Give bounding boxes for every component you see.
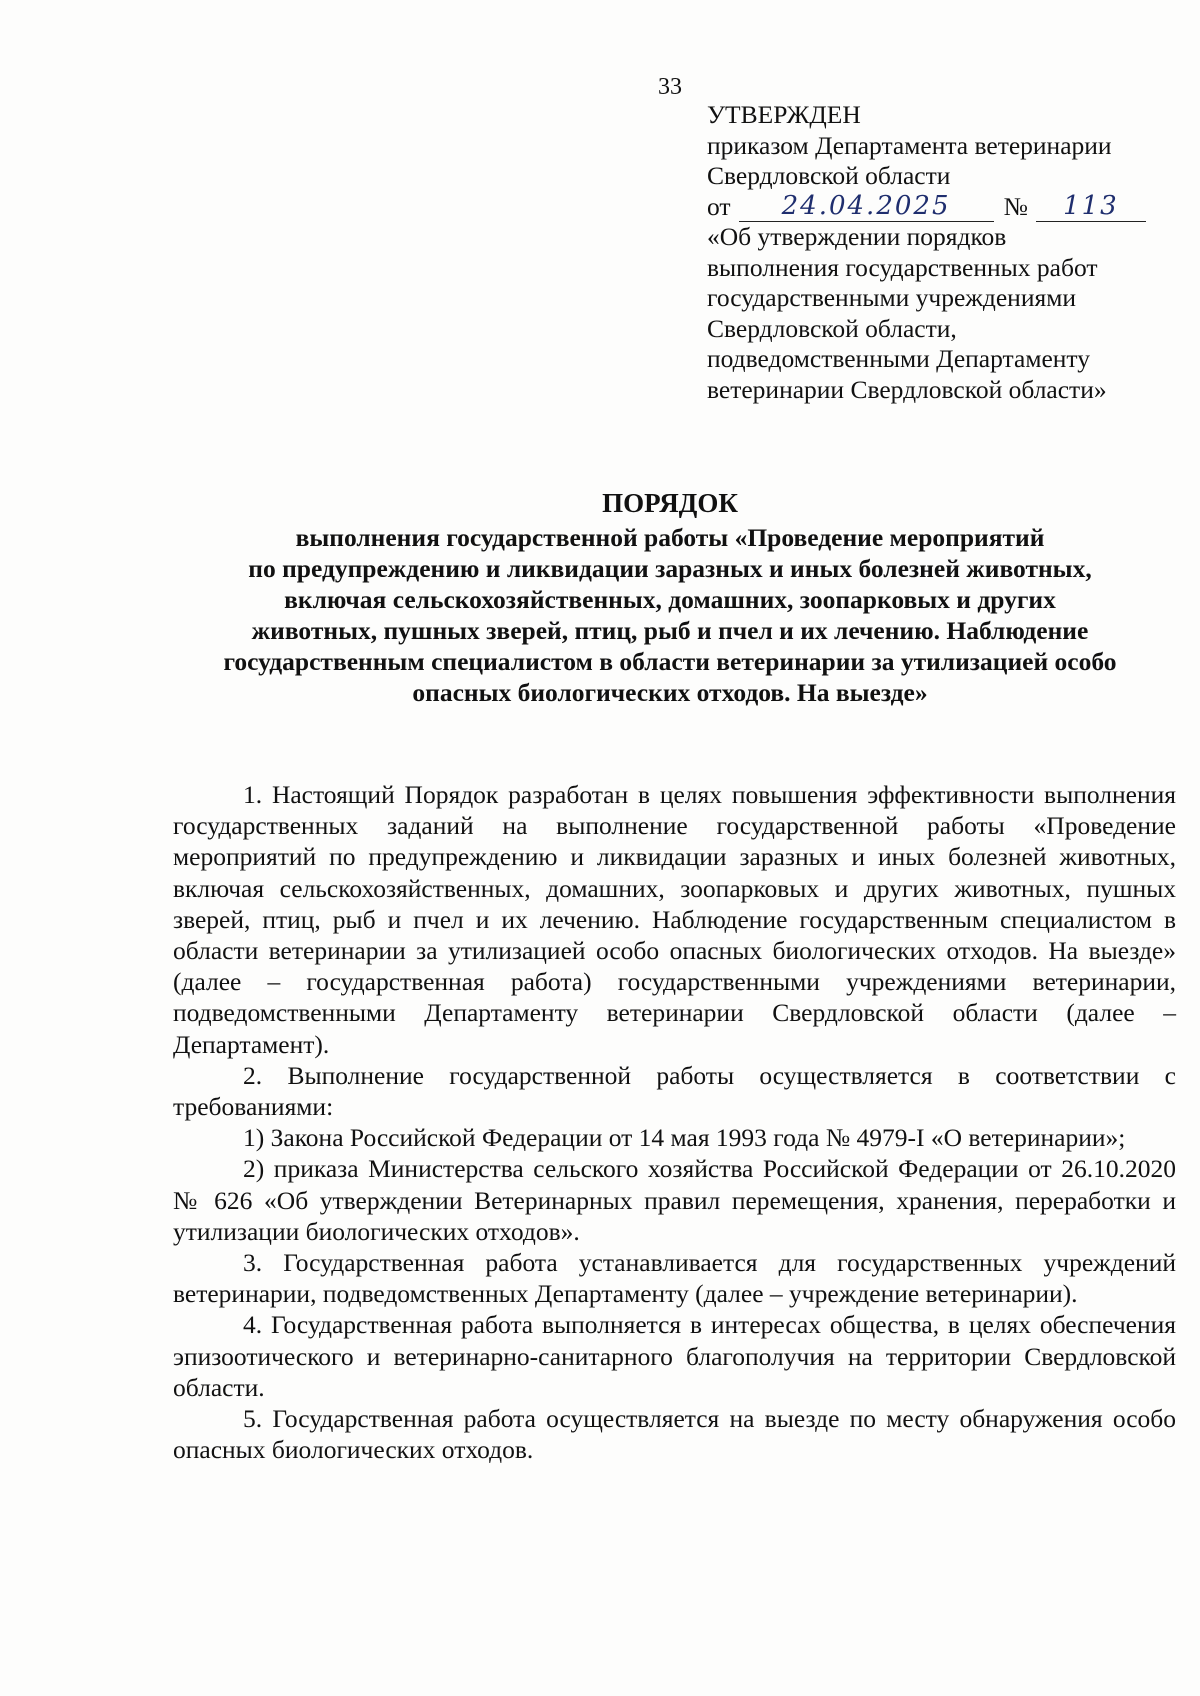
paragraph-1: 1. Настоящий Порядок разработан в целях повышения эффективности выполнения государственных заданий на выполнение государственной работы «Проведение мероприятий по предупреждению и ликвидации заразных и иных болезней животных, включая сельскохозяйственных, домашних, зоопарковых и других животных, пушных зверей, птиц, рыб и пчел и их лечению. Наблюдение государственным специалистом в области ветеринарии за утилизацией особо опасных биологических отходов. На выезде» (далее – государственная работа) государственными учреждениями ветеринарии, подведомственными Департаменту ветеринарии Свердловской области (далее – Департамент). — [173, 780, 1176, 1059]
number-sign: № — [1003, 191, 1028, 221]
title-line: животных, пушных зверей, птиц, рыб и пчел и их лечению. Наблюдение — [251, 616, 1089, 645]
approval-date-line — [707, 192, 1177, 223]
approval-subject-line: Свердловской области, — [707, 313, 957, 343]
title-line: по предупреждению и ликвидации заразных и иных болезней животных, — [248, 554, 1092, 583]
paragraph-3: 3. Государственная работа устанавливается для государственных учреждений ветеринарии, подведомственных Департаменту (далее – учреждение ветеринарии). — [173, 1248, 1176, 1309]
approval-subject-line: ветеринарии Свердловской области» — [707, 374, 1107, 404]
title-line: включая сельскохозяйственных, домашних, зоопарковых и других — [284, 585, 1056, 614]
document-body — [173, 779, 1176, 1465]
approval-subject-line: «Об утверждении порядков — [707, 222, 1007, 251]
title-line: опасных биологических отходов. На выезде» — [412, 678, 928, 707]
approval-stamp-block — [707, 100, 1177, 405]
handwritten-number: 113 — [1036, 194, 1146, 222]
title-line: выполнения государственной работы «Проведение мероприятий — [295, 523, 1045, 552]
handwritten-date: 24.04.2025 — [739, 194, 994, 222]
approval-heading: УТВЕРЖДЕН — [707, 100, 861, 129]
paragraph-2-item-1: 1) Закона Российской Федерации от 14 мая 1993 года № 4979-I «О ветеринарии»; — [243, 1123, 1126, 1153]
approval-line-2: Свердловской области — [707, 161, 951, 190]
page-number-text: 33 — [658, 74, 682, 100]
title-line: государственным специалистом в области ветеринарии за утилизацией особо — [223, 647, 1117, 676]
title-main: ПОРЯДОК — [602, 488, 738, 518]
paragraph-2: 2. Выполнение государственной работы осуществляется в соответствии с требованиями: — [173, 1060, 1176, 1122]
page-number — [0, 74, 1200, 101]
date-prefix: от — [707, 191, 731, 221]
paragraph-4: 4. Государственная работа выполняется в интересах общества, в целях обеспечения эпизоотического и ветеринарно-санитарного благополучия на территории Свердловской области. — [173, 1310, 1176, 1402]
paragraph-2-item-2: 2) приказа Министерства сельского хозяйства Российской Федерации от 26.10.2020 № 626 «Об утверждении Ветеринарных правил перемещения, хранения, переработки и утилизации биологических отходов». — [173, 1154, 1176, 1246]
approval-subject-line: подведомственными Департаменту — [707, 344, 1090, 373]
approval-line-1: приказом Департамента ветеринарии — [707, 130, 1112, 160]
approval-subject-line: государственными учреждениями — [707, 283, 1076, 312]
document-title — [160, 488, 1180, 708]
paragraph-5: 5. Государственная работа осуществляется на выезде по месту обнаружения особо опасных биологических отходов. — [173, 1404, 1176, 1465]
approval-subject-line: выполнения государственных работ — [707, 252, 1098, 282]
